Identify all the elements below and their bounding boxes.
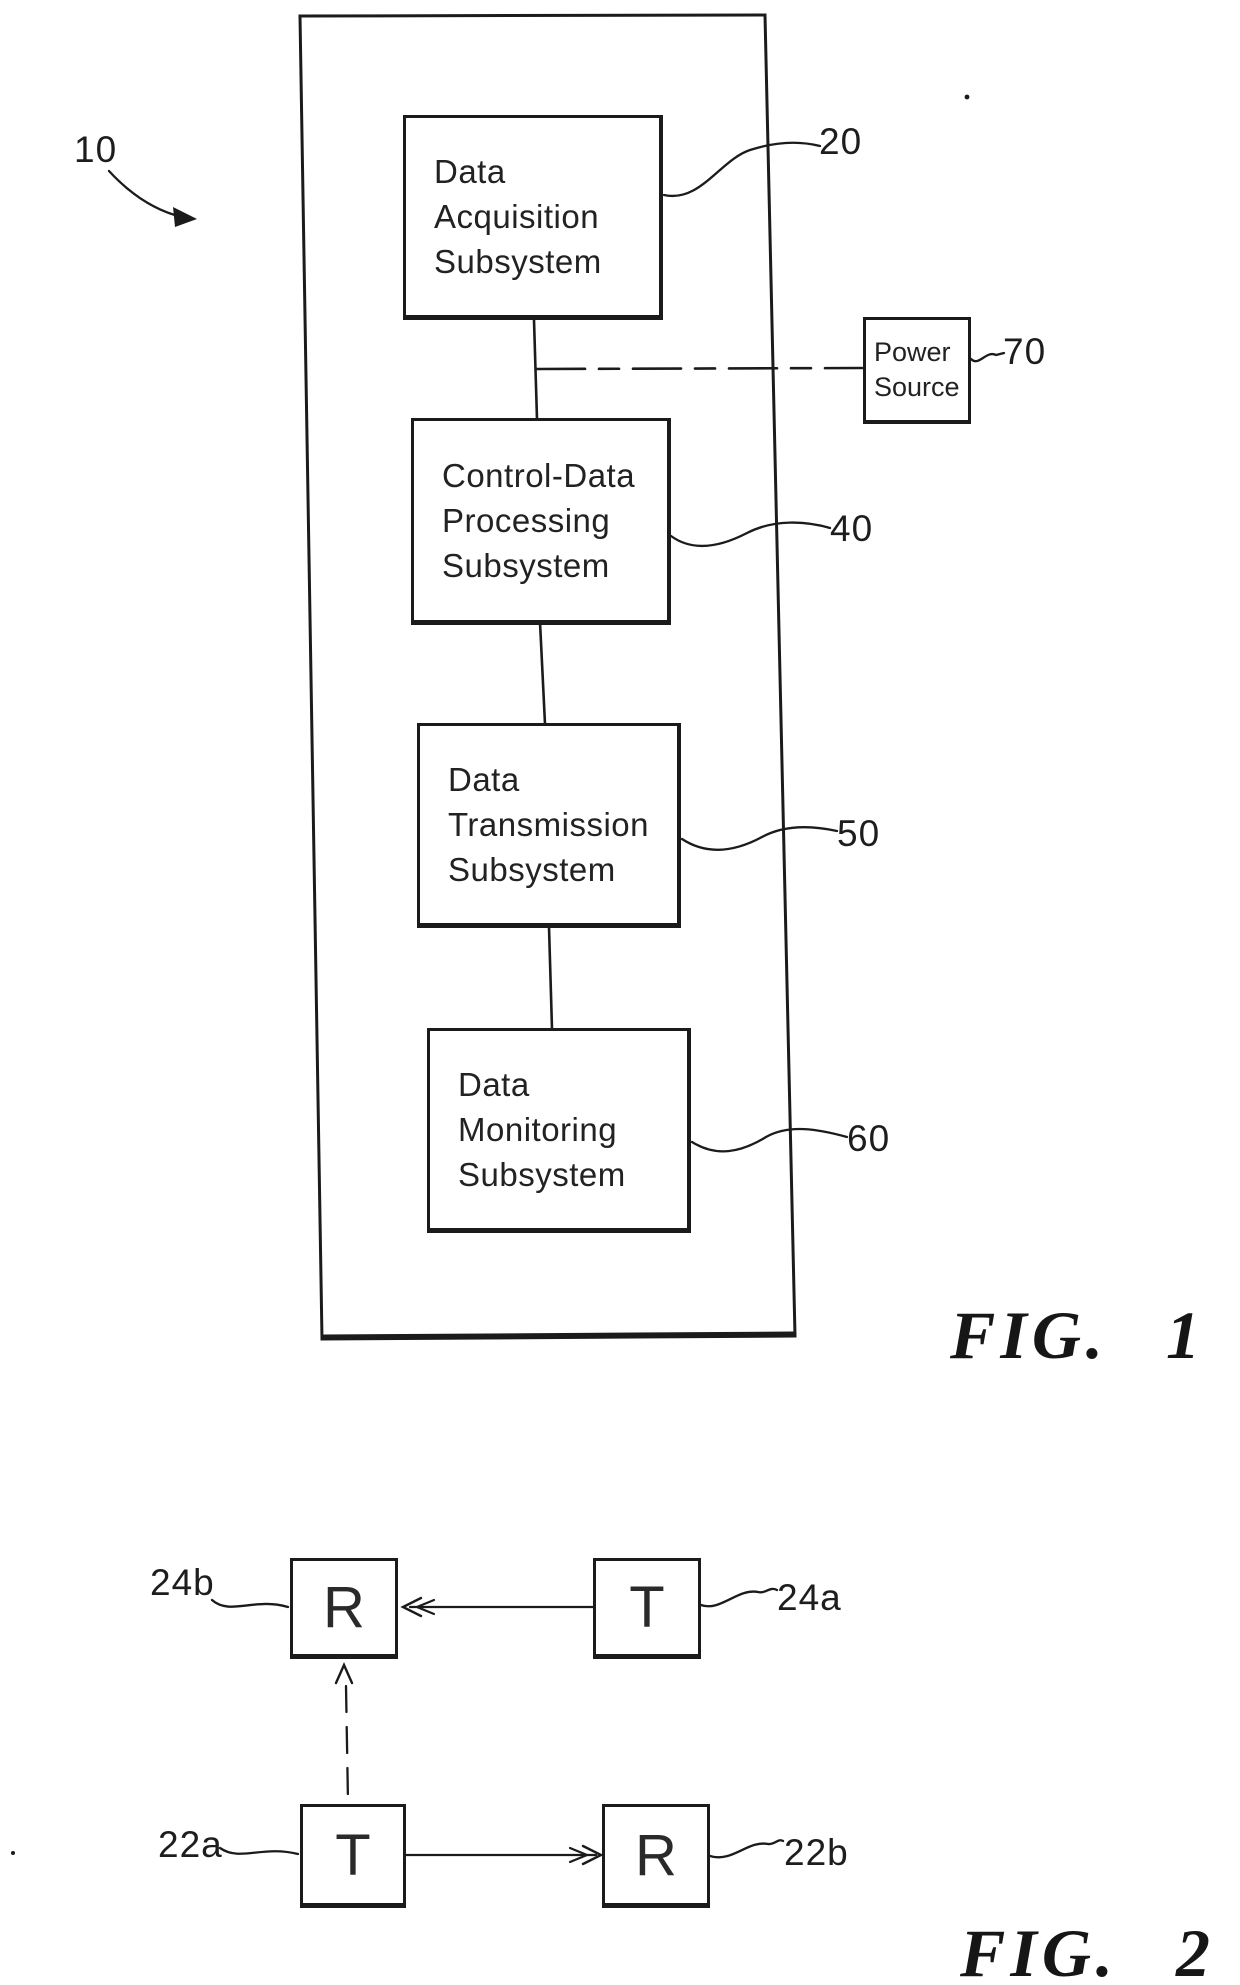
connector-processing-transmission: [540, 622, 545, 724]
ref-label-70: 70: [1003, 331, 1047, 372]
leader-line-24a: [701, 1589, 777, 1606]
leader-line-40: [671, 523, 830, 546]
fig1-box-data-transmission: [417, 723, 681, 928]
ref-label-24a: 24a: [777, 1577, 842, 1618]
box-label-line: Data: [434, 153, 506, 190]
box-label-line: Subsystem: [434, 243, 602, 280]
node-letter: T: [629, 1575, 665, 1640]
ref-label-50: 50: [837, 813, 881, 854]
box-label-line: Control-Data: [442, 457, 636, 494]
system-boundary-bottom-edge: [324, 1334, 793, 1337]
box-label-line: Source: [874, 372, 960, 402]
ref-label-60: 60: [847, 1118, 891, 1159]
fig1-box-control-data-processing: [411, 418, 671, 625]
leader-line-70: [971, 353, 1004, 361]
leader-line-50: [682, 827, 837, 850]
ref-label-20: 20: [819, 121, 863, 162]
fig1-box-power-source: [863, 317, 971, 424]
ref-label-22b: 22b: [784, 1832, 849, 1873]
fig1-box-data-monitoring: [427, 1028, 691, 1233]
box-label-line: Transmission: [448, 806, 649, 843]
leader-arrow-10: [109, 171, 182, 217]
leader-line-60: [692, 1129, 847, 1151]
scan-artifact-dot: [11, 1851, 15, 1855]
fig2-caption-number: 2: [1175, 1915, 1215, 1985]
box-label-line: Monitoring: [458, 1111, 618, 1148]
leader-line-20: [664, 143, 820, 196]
box-label-line: Data: [448, 761, 520, 798]
leader-line-22a: [220, 1848, 298, 1854]
ref-label-24b: 24b: [150, 1562, 215, 1603]
box-label-line: Data: [458, 1066, 530, 1103]
box-label-line: Processing: [442, 502, 611, 539]
arrowhead-10: [173, 207, 197, 227]
fig2-node-receiver-top: [290, 1558, 398, 1659]
fig1-box-data-acquisition: [403, 115, 663, 320]
node-letter: R: [323, 1575, 365, 1640]
scan-artifact-dot: [965, 95, 970, 100]
fig1-caption: [950, 1296, 1205, 1375]
ref-label-40: 40: [830, 508, 874, 549]
fig2-node-transmitter-top: [593, 1558, 701, 1659]
node-letter: R: [635, 1822, 677, 1888]
power-line-dashed: [537, 368, 862, 369]
ref-label-22a: 22a: [158, 1824, 223, 1865]
fig1-caption-label: FIG.: [950, 1297, 1108, 1373]
box-label-line: Subsystem: [442, 547, 610, 584]
ref-label-10: 10: [74, 129, 118, 170]
fig2-caption: [960, 1914, 1215, 1985]
fig2-caption-label: FIG.: [960, 1915, 1118, 1985]
fig2-node-receiver-bottom: [602, 1804, 710, 1908]
dashed-arrow-t-to-r-vertical: [346, 1686, 348, 1802]
connector-transmission-monitoring: [549, 927, 552, 1029]
leader-line-24b: [212, 1600, 288, 1607]
box-label-line: Power: [874, 337, 951, 367]
fig1-caption-number: 1: [1165, 1297, 1205, 1373]
box-label-line: Subsystem: [458, 1156, 626, 1193]
fig2-node-transmitter-bottom: [300, 1804, 406, 1908]
arrowhead-up-chevron: [336, 1665, 352, 1683]
box-label-line: Subsystem: [448, 851, 616, 888]
leader-line-22b: [710, 1840, 783, 1857]
box-label-line: Acquisition: [434, 198, 600, 235]
node-letter: T: [335, 1822, 371, 1888]
